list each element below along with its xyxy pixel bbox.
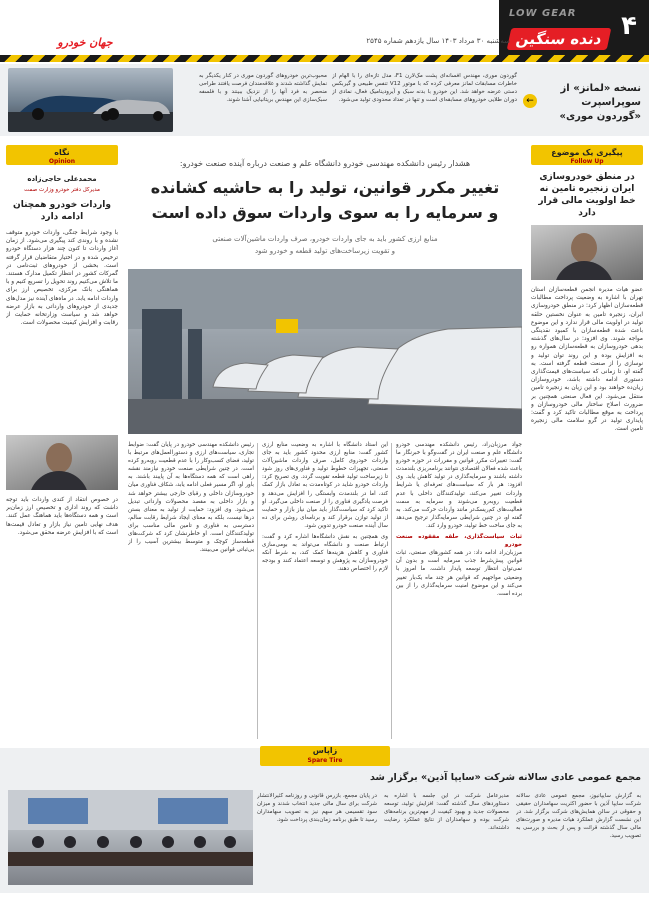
article-kicker: هشدار رئیس دانشکده مهندسی خودرو دانشگاه علم و صنعت درباره آینده صنعت خودرو:	[179, 159, 471, 168]
tag-label: زاپاس	[312, 746, 338, 755]
section-logo	[499, 0, 649, 55]
tag-label-en: Follow Up	[570, 158, 604, 165]
article-deck	[128, 233, 522, 259]
page-header	[0, 0, 649, 62]
section-subtitle-en: LOW GEAR	[509, 8, 577, 19]
teaser-band	[0, 64, 649, 136]
column-divider	[391, 443, 392, 739]
article-paragraph: رئیس دانشکده مهندسی خودرو در پایان گفت: ضوابط تجاری، سیاست‌های ارزی و دستورالعمل‌های مرتبط با تولید، فضای کسب‌وکار را با عدم قطعیت روبه‌رو کرده است. در چنین شرایطی صنعت خودرو نیازمند نقشه راهی است که همه دستگاه‌ها به آن پایبند باشند. به باور او، اگر مسیر فعلی ادامه یابد، شکاف فناوری میان خودروسازان داخلی و رقبای خارجی بیشتر خواهد شد و بازار داخلی به مقصد محصولات وارداتی تبدیل می‌شود. وی افزود: حمایت از تولید به معنای بستن درها نیست، بلکه به معنای ایجاد شرایط رقابت سالم، دسترسی به فناوری و تامین مالی مناسب برای تولیدکنندگان است. او خاطرنشان کرد که شرکت‌های قطعه‌ساز کوچک و متوسط بیشترین آسیب را از بی‌ثباتی قوانین می‌بینند.	[128, 442, 254, 554]
tag-label-en: Spare Tire	[307, 757, 343, 764]
left-sidebar	[6, 145, 118, 745]
right-sidebar	[531, 145, 643, 745]
main-article	[128, 145, 522, 745]
portrait-head	[571, 233, 597, 263]
tag-label: پیگیری یک موضوع	[551, 148, 623, 157]
portrait-body	[29, 471, 89, 490]
article-column-3	[128, 441, 254, 741]
right-sidebar-tag	[531, 145, 643, 165]
article-paragraph: جواد مرزبان‌راد، رئیس دانشکده مهندسی خودرو دانشگاه علم و صنعت ایران در گفت‌وگو با خبرنگار ما گفت: تغییرات مکرر قوانین و مقررات در حوزه خودرو باعث شده فعالان اقتصادی نتوانند برنامه‌ریزی بلندمدت داشته باشند و سرمایه‌گذاری در تولید کاهش یابد. وی افزود: هر بار که سیاست‌های تعرفه‌ای یا شرایط واردات تغییر می‌کند، تولیدکنندگان داخلی با عدم قطعیت روبه‌رو می‌شوند و سرمایه به سمت فعالیت‌های کم‌ریسک‌تر مانند واردات حرکت می‌کند. به گفته او، در چنین شرایطی سرمایه‌گذار ترجیح می‌دهد به جای ساخت خط تولید، خودرو وارد کند.	[396, 442, 522, 529]
article-paragraph: وی همچنین به نقش دانشگاه‌ها اشاره کرد و گفت: ارتباط صنعت و دانشگاه می‌تواند به بومی‌سازی فناوری و کاهش هزینه‌ها کمک کند، به شرط آنکه خودروسازان به پژوهش و توسعه اعتماد کنند و بودجه لازم را اختصاص دهند.	[262, 534, 388, 573]
column-divider	[257, 443, 258, 739]
dateline: سه‌شنبه ۳۰ مرداد ۱۴۰۳ سال یازدهم شماره ۲۵۴۵	[366, 37, 510, 45]
author-name: محمدعلی حاجی‌زاده	[27, 175, 97, 183]
bottom-column-2: مدیرعامل شرکت در این جلسه با اشاره به دستاوردهای سال گذشته گفت: افزایش تولید، توسعه محصولات جدید و بهبود کیفیت از مهم‌ترین برنامه‌های شرکت بوده و سهامداران از نتایج عملکرد رضایت داشته‌اند.	[384, 793, 509, 831]
meeting-photo	[8, 790, 253, 885]
section-title: دنده سنگین	[507, 28, 612, 50]
hazard-stripe	[0, 55, 649, 62]
supercar-photo	[8, 68, 173, 132]
headline-line-2: و سرمایه را به سوی واردات سوق داده است	[151, 203, 499, 222]
tag-label: نگاه	[54, 148, 70, 157]
right-sidebar-headline[interactable]: در منطق خودروسازی ایران زنجیره تامین نه خط اولویت مالی قرار دارد	[538, 172, 636, 218]
author-role: مدیرکل دفتر خودرو وزارت صمت	[24, 187, 100, 193]
left-sidebar-headline[interactable]: واردات خودرو همچنان ادامه دارد	[13, 200, 111, 222]
article-paragraph: مرزبان‌راد ادامه داد: در همه کشورهای صنعتی، ثبات قوانین پیش‌شرط جذب سرمایه است و بدون آن نمی‌توان انتظار توسعه پایدار داشت. ما امروز با وضعیتی مواجهیم که قوانین هر چند ماه یک‌بار تغییر می‌کند و این موضوع امنیت سرمایه‌گذاری را از بین برده است.	[396, 550, 522, 597]
teaser-text-secondary: محبوب‌ترین خودروهای گوردون موری در کنار یکدیگر به نمایش گذاشته شدند و علاقه‌مندان فرصت یافتند طراحی منحصر به فرد آنها را از نزدیک ببینند و با فلسفه سبک‌سازی این مهندس بریتانیایی آشنا شوند.	[199, 73, 327, 103]
meeting-illustration	[8, 790, 253, 885]
left-sidebar-body: با وجود شرایط جنگی، واردات خودرو متوقف نشده و با روندی کند پیگیری می‌شود. از زمان آغاز واردات تا کنون چند هزار دستگاه خودرو ترخیص شده و در اختیار متقاضیان قرار گرفته است. بخشی از خودروهای ثبت‌نامی در گمرکات کشور در انتظار تکمیل مدارک هستند. ما تلاش می‌کنیم روند تحویل را تسریع کنیم و با هماهنگی بانک مرکزی، تخصیص ارز برای واردات ادامه یابد. در ماه‌های آینده نیز مدل‌های جدیدی از خودروهای وارداتی به بازار عرضه خواهد شد و سیاست وزارتخانه حمایت از رقابت و افزایش کیفیت محصولات است.	[6, 230, 118, 327]
assembly-line-illustration	[128, 269, 522, 434]
interviewee-photo	[531, 225, 643, 280]
arrow-left-icon[interactable]: ←	[523, 94, 537, 108]
article-paragraph: این استاد دانشگاه با اشاره به وضعیت منابع ارزی کشور گفت: منابع ارزی محدود کشور باید به جای واردات خودروی کامل، صرف واردات ماشین‌آلات صنعتی، تجهیزات خطوط تولید و فناوری‌های روز شود تا زیرساخت تولید قطعه تقویت گردد. وی تصریح کرد: واردات خودرو شاید در کوتاه‌مدت به تعادل بازار کمک کند، اما در بلندمدت وابستگی را افزایش می‌دهد و فرصت یادگیری فناوری را از صنعت داخلی می‌گیرد. او تاکید کرد که سیاست‌گذار باید میان نیاز بازار و حمایت از تولید توازن برقرار کند و برنامه‌ای روشن برای ده سال آینده صنعت خودرو تدوین شود.	[262, 442, 388, 529]
page-number: ۴	[621, 11, 637, 41]
supercar-illustration	[8, 68, 173, 132]
newspaper-logo: جهان خودرو	[57, 36, 113, 49]
bottom-column-1: به گزارش سایپا‌نیوز، مجمع عمومی عادی سالانه شرکت سایپا آذین با حضور اکثریت سهامداران حقیقی و حقوقی در سالن همایش‌های شرکت برگزار شد. در این نشست گزارش عملکرد هیات مدیره و صورت‌های مالی سال گذشته قرائت و پس از بحث و بررسی به تصویب رسید.	[516, 793, 641, 839]
portrait-head	[46, 443, 72, 473]
tag-label-en: Opinion	[48, 158, 76, 165]
left-sidebar-body-continued: در خصوص انتقاد از کندی واردات باید توجه داشت که روند اداری و تخصیص ارز زمان‌بر است و همه دستگاه‌ها باید هماهنگ عمل کنند. هدف نهایی تامین نیاز بازار و تعادل قیمت‌ها است که با افزایش عرضه محقق می‌شود.	[6, 497, 118, 536]
deck-line-2: و تقویت زیرساخت‌های تولید قطعه و خودرو شود	[254, 247, 396, 255]
headline-line-1: تغییر مکرر قوانین، تولید را به حاشیه کشانده	[150, 178, 500, 197]
bottom-headline[interactable]: مجمع عمومی عادی سالانه شرکت «سایپا آذین» برگزار شد	[369, 772, 641, 783]
deck-line-1: منابع ارزی کشور باید به جای واردات خودرو، صرف واردات ماشین‌آلات صنعتی	[212, 235, 438, 243]
right-sidebar-body: عضو هیات مدیره انجمن قطعه‌سازان استان تهران با اشاره به وضعیت پرداخت مطالبات قطعه‌سازان اظهار کرد: در منطق خودروسازی ایران، زنجیره تامین به عنوان نخستین حلقه تولید در اولویت مالی قرار ندارد و این موضوع باعث شده قطعه‌سازان با کمبود نقدینگی مواجه شوند. وی افزود: در سال‌های گذشته بدهی خودروسازان به قطعه‌سازان همواره رو به افزایش بوده و این روند توان تولید و نوسازی را از صنعت قطعه گرفته است. به گفته او، تا زمانی که سیاست‌های قیمت‌گذاری دستوری ادامه داشته باشد، خودروسازان زیان‌ده خواهند بود و این زیان به زنجیره تامین منتقل می‌شود. این فعال صنعتی همچنین بر ضرورت اصلاح ساختار مالی خودروسازان و پرداخت به موقع مطالبات تاکید کرد و گفت: پایداری تولید در گرو سلامت مالی زنجیره تامین است.	[531, 287, 643, 433]
bottom-column-3: در پایان مجمع، بازرس قانونی و روزنامه کثیرالانتشار شرکت برای سال مالی جدید انتخاب شدند و میزان سود تقسیمی هر سهم نیز به تصویب سهامداران رسید تا طبق برنامه زمان‌بندی پرداخت شود.	[257, 793, 377, 823]
article-column-2	[262, 441, 388, 741]
author-photo	[6, 435, 118, 490]
article-subhead: ثبات سیاست‌گذاری، حلقه مفقوده صنعت خودرو	[396, 534, 522, 549]
teaser-title[interactable]: نسخه «لمانز» از سوپراسپرت «گوردون موری»	[559, 83, 641, 122]
article-column-1	[396, 441, 522, 741]
assembly-line-photo	[128, 269, 522, 434]
left-sidebar-tag	[6, 145, 118, 165]
teaser-text: گوردون موری، مهندس افسانه‌ای پشت مک‌لارن F1، مدل تازه‌ای را با الهام از خاطرات مسابقات لمانز معرفی کرده که با موتور V12 تنفس طبیعی و گیربکس دستی عرضه خواهد شد. این خودرو با بدنه سبک و آیرودینامیک فعال، نمادی از دوران طلایی خودروهای مسابقه‌ای است و تنها در تعداد محدودی تولید می‌شود.	[332, 73, 517, 103]
article-headline[interactable]	[128, 175, 522, 227]
portrait-body	[554, 261, 614, 280]
bottom-tag	[260, 746, 390, 766]
